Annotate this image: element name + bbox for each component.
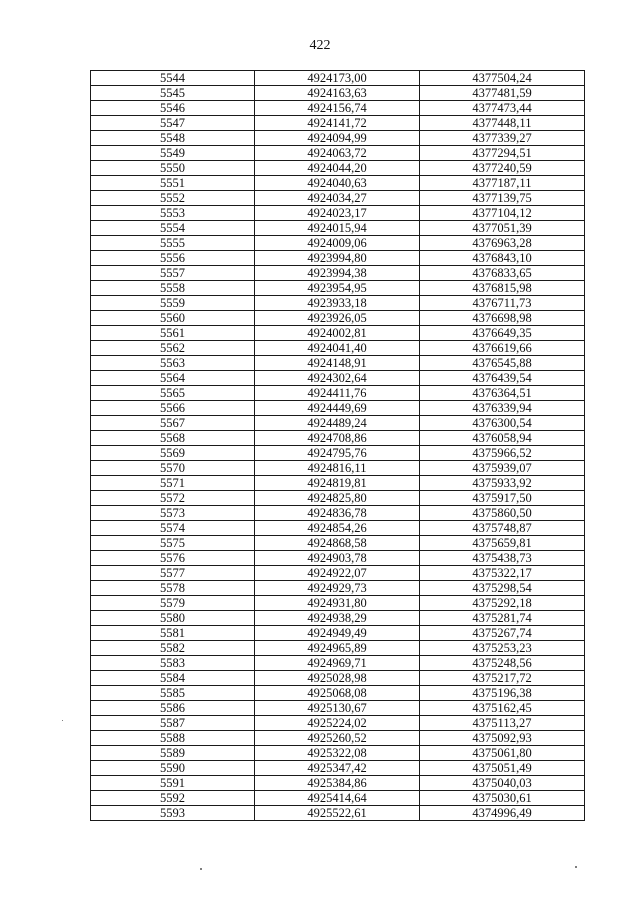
- y-coordinate-cell: 4375281,74: [420, 611, 585, 626]
- scan-speck: [62, 720, 63, 721]
- point-number-cell: 5586: [91, 701, 255, 716]
- y-coordinate-cell: 4375322,17: [420, 566, 585, 581]
- y-coordinate-cell: 4375113,27: [420, 716, 585, 731]
- x-coordinate-cell: 4924836,78: [255, 506, 420, 521]
- y-coordinate-cell: 4375298,54: [420, 581, 585, 596]
- point-number-cell: 5570: [91, 461, 255, 476]
- point-number-cell: 5544: [91, 71, 255, 86]
- point-number-cell: 5578: [91, 581, 255, 596]
- x-coordinate-cell: 4925522,61: [255, 806, 420, 821]
- y-coordinate-cell: 4376833,65: [420, 266, 585, 281]
- point-number-cell: 5579: [91, 596, 255, 611]
- y-coordinate-cell: 4376339,94: [420, 401, 585, 416]
- x-coordinate-cell: 4924141,72: [255, 116, 420, 131]
- y-coordinate-cell: 4376439,54: [420, 371, 585, 386]
- y-coordinate-cell: 4376649,35: [420, 326, 585, 341]
- y-coordinate-cell: 4376300,54: [420, 416, 585, 431]
- point-number-cell: 5583: [91, 656, 255, 671]
- y-coordinate-cell: 4375162,45: [420, 701, 585, 716]
- table-row: [91, 686, 585, 701]
- point-number-cell: 5576: [91, 551, 255, 566]
- table-row: [91, 266, 585, 281]
- table-row: [91, 521, 585, 536]
- point-number-cell: 5560: [91, 311, 255, 326]
- point-number-cell: 5592: [91, 791, 255, 806]
- coordinates-table: [90, 70, 585, 821]
- x-coordinate-cell: 4925347,42: [255, 761, 420, 776]
- x-coordinate-cell: 4924868,58: [255, 536, 420, 551]
- point-number-cell: 5564: [91, 371, 255, 386]
- table-row: [91, 161, 585, 176]
- y-coordinate-cell: 4377339,27: [420, 131, 585, 146]
- x-coordinate-cell: 4924411,76: [255, 386, 420, 401]
- y-coordinate-cell: 4377187,11: [420, 176, 585, 191]
- table-row: [91, 341, 585, 356]
- table-row: [91, 86, 585, 101]
- y-coordinate-cell: 4375040,03: [420, 776, 585, 791]
- y-coordinate-cell: 4375051,49: [420, 761, 585, 776]
- point-number-cell: 5571: [91, 476, 255, 491]
- y-coordinate-cell: 4377481,59: [420, 86, 585, 101]
- table-row: [91, 641, 585, 656]
- point-number-cell: 5553: [91, 206, 255, 221]
- table-row: [91, 176, 585, 191]
- table-row: [91, 716, 585, 731]
- y-coordinate-cell: 4375267,74: [420, 626, 585, 641]
- x-coordinate-cell: 4925028,98: [255, 671, 420, 686]
- table-row: [91, 311, 585, 326]
- x-coordinate-cell: 4924094,99: [255, 131, 420, 146]
- table-row: [91, 71, 585, 86]
- x-coordinate-cell: 4924163,63: [255, 86, 420, 101]
- y-coordinate-cell: 4376843,10: [420, 251, 585, 266]
- table-row: [91, 671, 585, 686]
- x-coordinate-cell: 4924156,74: [255, 101, 420, 116]
- point-number-cell: 5589: [91, 746, 255, 761]
- table-row: [91, 806, 585, 821]
- point-number-cell: 5588: [91, 731, 255, 746]
- table-row: [91, 701, 585, 716]
- x-coordinate-cell: 4924173,00: [255, 71, 420, 86]
- x-coordinate-cell: 4924929,73: [255, 581, 420, 596]
- y-coordinate-cell: 4376364,51: [420, 386, 585, 401]
- point-number-cell: 5545: [91, 86, 255, 101]
- x-coordinate-cell: 4924708,86: [255, 431, 420, 446]
- table-row: [91, 326, 585, 341]
- x-coordinate-cell: 4924063,72: [255, 146, 420, 161]
- x-coordinate-cell: 4924148,91: [255, 356, 420, 371]
- x-coordinate-cell: 4924002,81: [255, 326, 420, 341]
- y-coordinate-cell: 4375860,50: [420, 506, 585, 521]
- y-coordinate-cell: 4375217,72: [420, 671, 585, 686]
- point-number-cell: 5549: [91, 146, 255, 161]
- point-number-cell: 5575: [91, 536, 255, 551]
- y-coordinate-cell: 4375748,87: [420, 521, 585, 536]
- table-row: [91, 791, 585, 806]
- y-coordinate-cell: 4375030,61: [420, 791, 585, 806]
- y-coordinate-cell: 4374996,49: [420, 806, 585, 821]
- y-coordinate-cell: 4375438,73: [420, 551, 585, 566]
- x-coordinate-cell: 4924040,63: [255, 176, 420, 191]
- table-row: [91, 731, 585, 746]
- y-coordinate-cell: 4377294,51: [420, 146, 585, 161]
- y-coordinate-cell: 4377051,39: [420, 221, 585, 236]
- y-coordinate-cell: 4377473,44: [420, 101, 585, 116]
- table-row: [91, 611, 585, 626]
- x-coordinate-cell: 4923954,95: [255, 281, 420, 296]
- scan-speck: [575, 866, 577, 868]
- point-number-cell: 5556: [91, 251, 255, 266]
- point-number-cell: 5559: [91, 296, 255, 311]
- x-coordinate-cell: 4924816,11: [255, 461, 420, 476]
- page-number: 422: [309, 38, 331, 53]
- x-coordinate-cell: 4924023,17: [255, 206, 420, 221]
- x-coordinate-cell: 4925384,86: [255, 776, 420, 791]
- y-coordinate-cell: 4375092,93: [420, 731, 585, 746]
- table-row: [91, 746, 585, 761]
- point-number-cell: 5554: [91, 221, 255, 236]
- point-number-cell: 5552: [91, 191, 255, 206]
- table-row: [91, 251, 585, 266]
- point-number-cell: 5572: [91, 491, 255, 506]
- x-coordinate-cell: 4925068,08: [255, 686, 420, 701]
- point-number-cell: 5569: [91, 446, 255, 461]
- point-number-cell: 5590: [91, 761, 255, 776]
- x-coordinate-cell: 4924819,81: [255, 476, 420, 491]
- x-coordinate-cell: 4925130,67: [255, 701, 420, 716]
- x-coordinate-cell: 4923926,05: [255, 311, 420, 326]
- y-coordinate-cell: 4377139,75: [420, 191, 585, 206]
- table-row: [91, 491, 585, 506]
- x-coordinate-cell: 4924044,20: [255, 161, 420, 176]
- table-row: [91, 566, 585, 581]
- x-coordinate-cell: 4924034,27: [255, 191, 420, 206]
- x-coordinate-cell: 4925322,08: [255, 746, 420, 761]
- table-row: [91, 446, 585, 461]
- x-coordinate-cell: 4924965,89: [255, 641, 420, 656]
- y-coordinate-cell: 4376711,73: [420, 296, 585, 311]
- x-coordinate-cell: 4924015,94: [255, 221, 420, 236]
- table-row: [91, 296, 585, 311]
- table-row: [91, 416, 585, 431]
- table-row: [91, 506, 585, 521]
- point-number-cell: 5582: [91, 641, 255, 656]
- table-row: [91, 146, 585, 161]
- point-number-cell: 5581: [91, 626, 255, 641]
- table-row: [91, 101, 585, 116]
- x-coordinate-cell: 4924854,26: [255, 521, 420, 536]
- x-coordinate-cell: 4924489,24: [255, 416, 420, 431]
- y-coordinate-cell: 4376698,98: [420, 311, 585, 326]
- y-coordinate-cell: 4375939,07: [420, 461, 585, 476]
- x-coordinate-cell: 4924903,78: [255, 551, 420, 566]
- x-coordinate-cell: 4925260,52: [255, 731, 420, 746]
- y-coordinate-cell: 4377240,59: [420, 161, 585, 176]
- y-coordinate-cell: 4375659,81: [420, 536, 585, 551]
- y-coordinate-cell: 4375253,23: [420, 641, 585, 656]
- table-row: [91, 206, 585, 221]
- coordinates-table-body: [91, 71, 585, 821]
- point-number-cell: 5565: [91, 386, 255, 401]
- table-row: [91, 551, 585, 566]
- point-number-cell: 5580: [91, 611, 255, 626]
- x-coordinate-cell: 4923994,38: [255, 266, 420, 281]
- point-number-cell: 5585: [91, 686, 255, 701]
- point-number-cell: 5567: [91, 416, 255, 431]
- point-number-cell: 5591: [91, 776, 255, 791]
- x-coordinate-cell: 4924449,69: [255, 401, 420, 416]
- y-coordinate-cell: 4375966,52: [420, 446, 585, 461]
- table-row: [91, 131, 585, 146]
- y-coordinate-cell: 4377504,24: [420, 71, 585, 86]
- y-coordinate-cell: 4375061,80: [420, 746, 585, 761]
- x-coordinate-cell: 4924041,40: [255, 341, 420, 356]
- point-number-cell: 5562: [91, 341, 255, 356]
- table-row: [91, 776, 585, 791]
- point-number-cell: 5566: [91, 401, 255, 416]
- x-coordinate-cell: 4924825,80: [255, 491, 420, 506]
- point-number-cell: 5546: [91, 101, 255, 116]
- y-coordinate-cell: 4377448,11: [420, 116, 585, 131]
- point-number-cell: 5558: [91, 281, 255, 296]
- x-coordinate-cell: 4924949,49: [255, 626, 420, 641]
- point-number-cell: 5574: [91, 521, 255, 536]
- y-coordinate-cell: 4376815,98: [420, 281, 585, 296]
- point-number-cell: 5555: [91, 236, 255, 251]
- y-coordinate-cell: 4377104,12: [420, 206, 585, 221]
- table-row: [91, 236, 585, 251]
- point-number-cell: 5551: [91, 176, 255, 191]
- point-number-cell: 5550: [91, 161, 255, 176]
- x-coordinate-cell: 4925224,02: [255, 716, 420, 731]
- table-row: [91, 476, 585, 491]
- x-coordinate-cell: 4924969,71: [255, 656, 420, 671]
- table-row: [91, 656, 585, 671]
- y-coordinate-cell: 4375196,38: [420, 686, 585, 701]
- table-row: [91, 536, 585, 551]
- point-number-cell: 5584: [91, 671, 255, 686]
- point-number-cell: 5563: [91, 356, 255, 371]
- table-row: [91, 401, 585, 416]
- x-coordinate-cell: 4924938,29: [255, 611, 420, 626]
- table-row: [91, 431, 585, 446]
- table-row: [91, 461, 585, 476]
- x-coordinate-cell: 4924302,64: [255, 371, 420, 386]
- point-number-cell: 5548: [91, 131, 255, 146]
- y-coordinate-cell: 4376963,28: [420, 236, 585, 251]
- x-coordinate-cell: 4923933,18: [255, 296, 420, 311]
- y-coordinate-cell: 4376058,94: [420, 431, 585, 446]
- x-coordinate-cell: 4923994,80: [255, 251, 420, 266]
- x-coordinate-cell: 4924009,06: [255, 236, 420, 251]
- y-coordinate-cell: 4375917,50: [420, 491, 585, 506]
- table-row: [91, 581, 585, 596]
- point-number-cell: 5547: [91, 116, 255, 131]
- point-number-cell: 5568: [91, 431, 255, 446]
- point-number-cell: 5593: [91, 806, 255, 821]
- point-number-cell: 5587: [91, 716, 255, 731]
- x-coordinate-cell: 4925414,64: [255, 791, 420, 806]
- x-coordinate-cell: 4924922,07: [255, 566, 420, 581]
- table-row: [91, 116, 585, 131]
- point-number-cell: 5561: [91, 326, 255, 341]
- table-row: [91, 626, 585, 641]
- table-row: [91, 191, 585, 206]
- x-coordinate-cell: 4924931,80: [255, 596, 420, 611]
- table-row: [91, 371, 585, 386]
- table-row: [91, 761, 585, 776]
- point-number-cell: 5557: [91, 266, 255, 281]
- table-row: [91, 356, 585, 371]
- table-row: [91, 596, 585, 611]
- y-coordinate-cell: 4375292,18: [420, 596, 585, 611]
- scan-speck: [200, 868, 202, 870]
- y-coordinate-cell: 4376545,88: [420, 356, 585, 371]
- point-number-cell: 5573: [91, 506, 255, 521]
- x-coordinate-cell: 4924795,76: [255, 446, 420, 461]
- y-coordinate-cell: 4375248,56: [420, 656, 585, 671]
- table-row: [91, 281, 585, 296]
- y-coordinate-cell: 4376619,66: [420, 341, 585, 356]
- point-number-cell: 5577: [91, 566, 255, 581]
- table-row: [91, 221, 585, 236]
- table-row: [91, 386, 585, 401]
- y-coordinate-cell: 4375933,92: [420, 476, 585, 491]
